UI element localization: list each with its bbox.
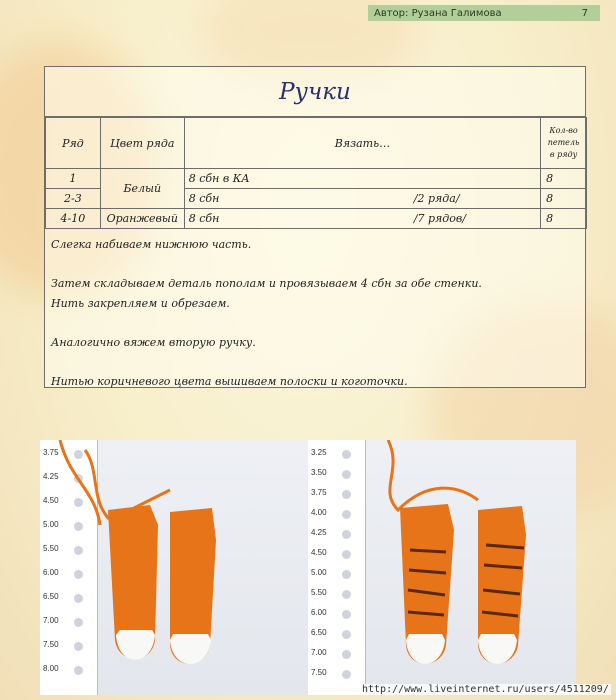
note-line: Нить закрепляем и обрезаем. bbox=[51, 296, 230, 310]
cell-count: 8 bbox=[541, 189, 587, 209]
ruler-label: 5.50 bbox=[43, 544, 59, 553]
note-line: Затем складываем деталь пополам и провязываем 4 сбн за обе стенки. bbox=[51, 277, 482, 290]
note-line: Аналогично вяжем вторую ручку. bbox=[51, 335, 256, 349]
note-line bbox=[51, 313, 579, 333]
knit-instruction: 8 сбн в КА bbox=[188, 172, 250, 185]
ruler-label: 7.00 bbox=[43, 616, 59, 625]
pattern-card bbox=[44, 66, 586, 388]
cell-knit bbox=[184, 189, 540, 209]
ruler-label: 4.50 bbox=[311, 548, 327, 557]
note-line: Слегка набиваем нижнюю часть. bbox=[51, 238, 252, 251]
source-url: http://www.liveinternet.ru/users/4511209/ bbox=[362, 684, 609, 695]
knit-instruction: 8 сбн bbox=[188, 192, 220, 205]
author-header-bar bbox=[368, 5, 600, 21]
ruler-label: 5.00 bbox=[43, 520, 59, 529]
ruler-label: 6.50 bbox=[311, 628, 327, 637]
instruction-notes bbox=[45, 229, 585, 397]
ruler-label: 3.50 bbox=[311, 468, 327, 477]
note-line bbox=[51, 352, 579, 372]
ruler-label: 6.00 bbox=[43, 568, 59, 577]
cell-knit bbox=[184, 209, 540, 229]
photo-arms-plain bbox=[40, 440, 308, 695]
knit-repeat: /2 ряда/ bbox=[413, 192, 460, 205]
header-count bbox=[541, 118, 587, 169]
header-knit: Вязать… bbox=[184, 118, 540, 169]
knit-repeat: /7 рядов/ bbox=[413, 212, 466, 225]
author-name: Автор: Рузана Галимова bbox=[374, 7, 502, 19]
section-title: Ручки bbox=[45, 67, 585, 117]
header-color: Цвет ряда bbox=[100, 118, 184, 169]
ruler-label: 5.50 bbox=[311, 588, 327, 597]
ruler-label: 4.50 bbox=[43, 496, 59, 505]
crochet-arms-illustration bbox=[308, 440, 576, 695]
photo-arms-striped bbox=[308, 440, 576, 695]
ruler-label: 3.75 bbox=[43, 448, 59, 457]
note-line bbox=[51, 255, 579, 275]
knit-instruction: 8 сбн bbox=[188, 212, 220, 225]
ruler-label: 6.50 bbox=[43, 592, 59, 601]
ruler-label: 8.00 bbox=[43, 664, 59, 673]
header-count-line: петель bbox=[547, 138, 580, 147]
header-row: Ряд bbox=[46, 118, 101, 169]
header-count-line: Кол-во bbox=[549, 126, 578, 135]
cell-row: 4-10 bbox=[46, 209, 101, 229]
table-header-row bbox=[46, 118, 587, 169]
ruler-label: 7.50 bbox=[43, 640, 59, 649]
ruler-label: 7.50 bbox=[311, 668, 327, 677]
cell-count: 8 bbox=[541, 169, 587, 189]
crochet-arms-illustration bbox=[40, 440, 308, 695]
cell-row: 2-3 bbox=[46, 189, 101, 209]
ruler-label: 7.00 bbox=[311, 648, 327, 657]
ruler-label: 5.00 bbox=[311, 568, 327, 577]
table-row bbox=[46, 209, 587, 229]
header-count-line: в ряду bbox=[549, 150, 578, 159]
pattern-table bbox=[45, 117, 587, 229]
ruler-label: 4.25 bbox=[311, 528, 327, 537]
cell-color: Оранжевый bbox=[100, 209, 184, 229]
ruler-label: 4.00 bbox=[311, 508, 327, 517]
note-line: Нитью коричневого цвета вышиваем полоски и коготочки. bbox=[51, 374, 408, 388]
cell-knit bbox=[184, 169, 540, 189]
table-row bbox=[46, 169, 587, 189]
cell-color: Белый bbox=[100, 169, 184, 209]
ruler-label: 6.00 bbox=[311, 608, 327, 617]
ruler-label: 3.75 bbox=[311, 488, 327, 497]
cell-count: 8 bbox=[541, 209, 587, 229]
cell-row: 1 bbox=[46, 169, 101, 189]
page-number: 7 bbox=[581, 7, 588, 19]
ruler-label: 3.25 bbox=[311, 448, 327, 457]
ruler-label: 4.25 bbox=[43, 472, 59, 481]
